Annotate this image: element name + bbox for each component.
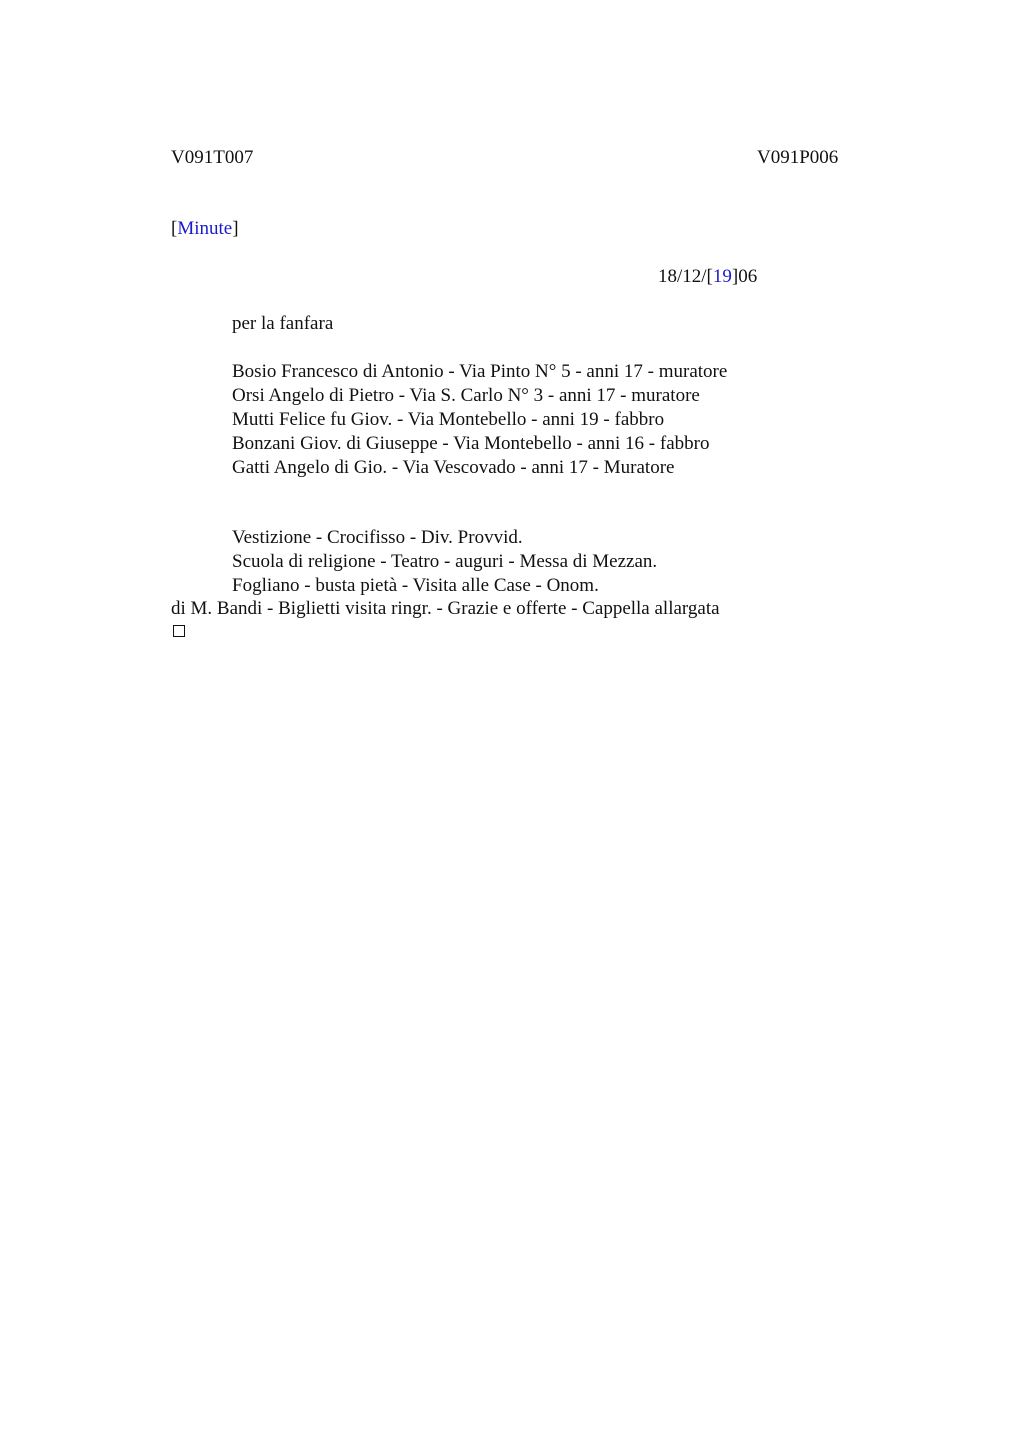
minute-label: Minute — [177, 218, 233, 239]
note-line: Fogliano - busta pietà - Visita alle Case - Onom. — [232, 575, 599, 596]
bracket-close: ] — [232, 218, 239, 239]
date-century: 19 — [712, 266, 732, 287]
note-line: Vestizione - Crocifisso - Div. Provvid. — [232, 527, 523, 548]
list-item: Bosio Francesco di Antonio - Via Pinto N° 5 - anni 17 - muratore — [232, 361, 728, 382]
document-code-left: V091T007 — [171, 147, 254, 168]
note-continuation: di M. Bandi - Biglietti visita ringr. - Grazie e offerte - Cappella allargata — [171, 598, 720, 619]
list-item: Gatti Angelo di Gio. - Via Vescovado - anni 17 - Muratore — [232, 457, 675, 478]
note-line: Scuola di religione - Teatro - auguri - Messa di Mezzan. — [232, 551, 658, 572]
date-suffix: ]06 — [731, 266, 758, 287]
list-item: Orsi Angelo di Pietro - Via S. Carlo N° 3 - anni 17 - muratore — [232, 385, 700, 406]
section-label — [171, 217, 239, 241]
list-item: Bonzani Giov. di Giuseppe - Via Montebello - anni 16 - fabbro — [232, 433, 710, 454]
date-prefix: 18/12/[ — [658, 266, 713, 287]
people-list — [232, 360, 727, 480]
document-code-right: V091P006 — [757, 147, 839, 168]
document-date — [658, 265, 757, 289]
intro-text: per la fanfara — [232, 313, 334, 334]
end-marker-box — [173, 625, 185, 637]
bracket-open: [ — [171, 218, 178, 239]
list-item: Mutti Felice fu Giov. - Via Montebello - anni 19 - fabbro — [232, 409, 665, 430]
notes-block — [232, 526, 657, 598]
